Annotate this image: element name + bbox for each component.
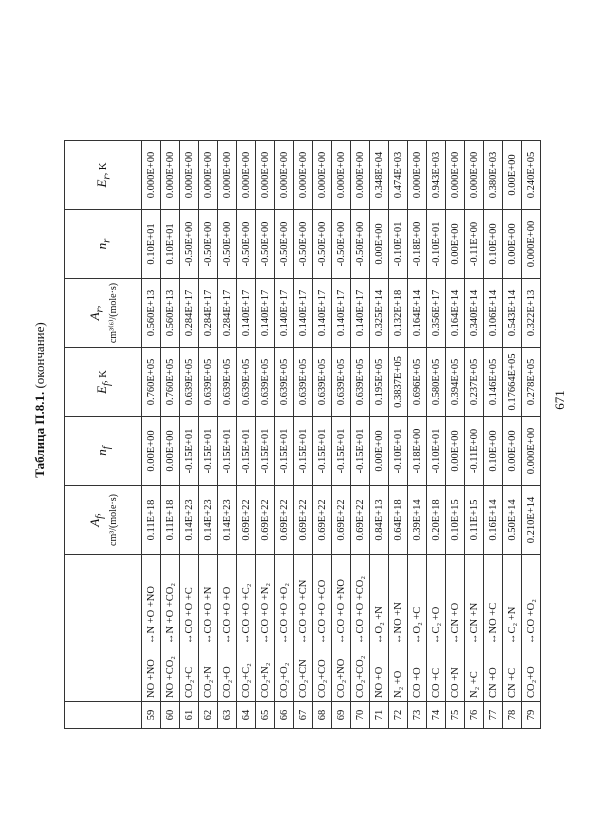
table-row: [313, 141, 332, 729]
reactants: N₂ +C: [468, 671, 480, 698]
reaction-equation: [465, 555, 484, 702]
cell-e-f: 0.696E+05: [408, 348, 427, 417]
cell-n-f: -0.18E+00: [408, 417, 427, 486]
cell-e-r: 0.000E+00: [351, 141, 370, 210]
products: ↔NO +N: [392, 602, 404, 644]
reaction-number: 66: [275, 702, 294, 729]
cell-e-r: 0.000E+00: [161, 141, 180, 210]
reactants: NO +NO: [145, 659, 157, 698]
cell-a-r: 0.132E+18: [389, 279, 408, 348]
cell-a-f: 0.69E+22: [351, 486, 370, 555]
reactants: CO₂+N: [202, 666, 214, 698]
reaction-number: 79: [522, 702, 541, 729]
reaction-equation: [275, 555, 294, 702]
products: ↔CN +O: [449, 602, 461, 644]
table-row: [294, 141, 313, 729]
cell-n-r: 0.00E+00: [503, 210, 522, 279]
cell-a-r: 0.560E+13: [142, 279, 161, 348]
cell-e-f: 0.639E+05: [313, 348, 332, 417]
reactants: CO +N: [449, 667, 461, 698]
cell-n-r: 0.10E+00: [484, 210, 503, 279]
reactants: CO₂+NO: [335, 658, 347, 698]
cell-e-f: 0.639E+05: [256, 348, 275, 417]
cell-a-r: 0.322E+13: [522, 279, 541, 348]
cell-n-f: 0.00E+00: [446, 417, 465, 486]
reactants: CO₂+CO: [316, 659, 328, 698]
reaction-number: 62: [199, 702, 218, 729]
cell-n-r: -0.50E+00: [237, 210, 256, 279]
cell-e-f: 0.639E+05: [351, 348, 370, 417]
cell-e-f: 0.639E+05: [180, 348, 199, 417]
cell-a-f: 0.14E+23: [199, 486, 218, 555]
cell-n-r: -0.18E+00: [408, 210, 427, 279]
cell-e-r: 0.000E+00: [218, 141, 237, 210]
products: ↔CO +O +CN: [297, 579, 309, 644]
header-reaction: [65, 555, 142, 702]
cell-a-f: 0.69E+22: [256, 486, 275, 555]
table-title: Таблица П.8.1.: [32, 391, 47, 478]
table-row: [427, 141, 446, 729]
cell-e-f: 0.760E+05: [161, 348, 180, 417]
cell-n-r: -0.50E+00: [275, 210, 294, 279]
cell-n-f: -0.15E+01: [237, 417, 256, 486]
reaction-equation: [180, 555, 199, 702]
table-row: [332, 141, 351, 729]
reaction-number: 63: [218, 702, 237, 729]
cell-a-r: 0.140E+17: [313, 279, 332, 348]
cell-a-r: 0.325E+14: [370, 279, 389, 348]
products: ↔CO +O +CO₂: [354, 575, 366, 644]
table-row: [522, 141, 541, 729]
table-row: [218, 141, 237, 729]
cell-n-r: 0.000E+00: [522, 210, 541, 279]
cell-a-f: 0.50E+14: [503, 486, 522, 555]
page-number: 671: [552, 390, 567, 410]
table-row: [351, 141, 370, 729]
cell-e-r: 0.000E+00: [313, 141, 332, 210]
cell-a-r: 0.543E+14: [503, 279, 522, 348]
cell-e-f: 0.278E+05: [522, 348, 541, 417]
products: ↔N +O +NO: [145, 586, 157, 644]
cell-a-f: 0.14E+23: [180, 486, 199, 555]
header-row: [65, 141, 142, 729]
cell-a-r: 0.284E+17: [180, 279, 199, 348]
cell-n-f: -0.10E+01: [389, 417, 408, 486]
reaction-number: 72: [389, 702, 408, 729]
cell-n-r: -0.50E+00: [256, 210, 275, 279]
cell-e-f: 0.639E+05: [199, 348, 218, 417]
cell-e-r: 0.000E+00: [180, 141, 199, 210]
table-subtitle: (окончание): [32, 322, 47, 389]
cell-n-r: -0.50E+00: [199, 210, 218, 279]
cell-a-r: 0.560E+13: [161, 279, 180, 348]
cell-e-r: 0.000E+00: [332, 141, 351, 210]
reaction-number: 78: [503, 702, 522, 729]
cell-n-f: -0.15E+01: [332, 417, 351, 486]
header-a-r: $A_r$, cm³⁽⁶⁾/(mole·s): [65, 279, 142, 348]
reaction-number: 67: [294, 702, 313, 729]
reaction-equation: [161, 555, 180, 702]
reaction-equation: [313, 555, 332, 702]
reaction-equation: [503, 555, 522, 702]
reactants: CO₂+O: [525, 666, 537, 698]
reactants: CN +C: [506, 667, 518, 698]
cell-n-f: 0.10E+00: [484, 417, 503, 486]
cell-n-r: -0.50E+00: [351, 210, 370, 279]
cell-e-f: 0.639E+05: [294, 348, 313, 417]
reaction-number: 68: [313, 702, 332, 729]
reaction-table: [64, 140, 541, 729]
products: ↔CO +O +O: [221, 586, 233, 644]
products: ↔CO +O +O₂: [278, 582, 290, 644]
cell-n-r: -0.50E+00: [313, 210, 332, 279]
reactants: NO +CO₂: [164, 656, 176, 698]
cell-a-f: 0.11E+18: [161, 486, 180, 555]
cell-e-r: 0.000E+00: [199, 141, 218, 210]
table-row: [446, 141, 465, 729]
reactants: N₂ +O: [392, 670, 404, 698]
cell-a-f: 0.69E+22: [294, 486, 313, 555]
reaction-equation: [218, 555, 237, 702]
cell-e-f: 0.639E+05: [275, 348, 294, 417]
table-row: [256, 141, 275, 729]
cell-n-f: -0.15E+01: [199, 417, 218, 486]
cell-n-f: -0.11E+00: [465, 417, 484, 486]
cell-e-r: 0.348E+04: [370, 141, 389, 210]
cell-a-r: 0.284E+17: [218, 279, 237, 348]
table-row: [180, 141, 199, 729]
cell-n-r: -0.10E+01: [389, 210, 408, 279]
table-row: [199, 141, 218, 729]
cell-n-f: 0.00E+00: [370, 417, 389, 486]
reaction-equation: [408, 555, 427, 702]
reaction-equation: [389, 555, 408, 702]
reaction-number: 60: [161, 702, 180, 729]
reaction-number: 77: [484, 702, 503, 729]
reaction-equation: [256, 555, 275, 702]
table-row: [503, 141, 522, 729]
cell-e-f: 0.3837E+05: [389, 348, 408, 417]
cell-a-f: 0.69E+22: [237, 486, 256, 555]
cell-a-r: 0.140E+17: [237, 279, 256, 348]
cell-n-f: -0.15E+01: [294, 417, 313, 486]
reactants: CO₂+O: [221, 666, 233, 698]
header-e-f: $E_f$, K: [65, 348, 142, 417]
cell-e-f: 0.639E+05: [237, 348, 256, 417]
cell-e-r: 0.000E+00: [408, 141, 427, 210]
cell-a-r: 0.164E+14: [408, 279, 427, 348]
cell-a-r: 0.140E+17: [275, 279, 294, 348]
cell-a-f: 0.210E+14: [522, 486, 541, 555]
table-caption: [32, 50, 48, 750]
cell-a-f: 0.69E+22: [313, 486, 332, 555]
cell-e-f: 0.580E+05: [427, 348, 446, 417]
reactants: CO +C: [430, 667, 442, 698]
cell-a-r: 0.140E+17: [332, 279, 351, 348]
cell-e-f: 0.760E+05: [142, 348, 161, 417]
table-row: [389, 141, 408, 729]
cell-a-r: 0.340E+14: [465, 279, 484, 348]
cell-e-f: 0.639E+05: [218, 348, 237, 417]
cell-e-r: 0.00E+00: [503, 141, 522, 210]
cell-n-f: 0.00E+00: [503, 417, 522, 486]
reaction-equation: [351, 555, 370, 702]
products: ↔CO +O₂: [525, 599, 537, 644]
reaction-number: 69: [332, 702, 351, 729]
reaction-number: 75: [446, 702, 465, 729]
cell-e-f: 0.17664E+05: [503, 348, 522, 417]
cell-n-f: -0.15E+01: [218, 417, 237, 486]
cell-n-r: 0.10E+01: [161, 210, 180, 279]
products: ↔CO +O +CO: [316, 579, 328, 644]
reaction-equation: [199, 555, 218, 702]
cell-n-r: -0.50E+00: [332, 210, 351, 279]
cell-n-r: -0.50E+00: [218, 210, 237, 279]
cell-n-f: -0.15E+01: [351, 417, 370, 486]
cell-n-f: 0.00E+00: [142, 417, 161, 486]
cell-a-f: 0.64E+18: [389, 486, 408, 555]
cell-a-f: 0.69E+22: [275, 486, 294, 555]
reaction-number: 70: [351, 702, 370, 729]
reaction-equation: [237, 555, 256, 702]
reaction-equation: [522, 555, 541, 702]
cell-a-f: 0.11E+18: [142, 486, 161, 555]
reactants: CO₂+C₂: [240, 663, 252, 698]
reactants: CO₂+CN: [297, 659, 309, 698]
table-row: [408, 141, 427, 729]
products: ↔C₂ +N: [506, 606, 518, 644]
cell-n-r: -0.10E+01: [427, 210, 446, 279]
cell-n-r: 0.00E+00: [370, 210, 389, 279]
table-body: [142, 141, 541, 729]
table-row: [161, 141, 180, 729]
cell-n-f: -0.15E+01: [256, 417, 275, 486]
cell-a-f: 0.39E+14: [408, 486, 427, 555]
cell-a-f: 0.20E+18: [427, 486, 446, 555]
table-row: [275, 141, 294, 729]
cell-n-r: 0.00E+00: [446, 210, 465, 279]
cell-e-f: 0.639E+05: [332, 348, 351, 417]
reaction-number: 73: [408, 702, 427, 729]
cell-n-f: 0.000E+00: [522, 417, 541, 486]
table-row: [142, 141, 161, 729]
cell-e-r: 0.240E+05: [522, 141, 541, 210]
cell-a-f: 0.11E+15: [465, 486, 484, 555]
reaction-equation: [294, 555, 313, 702]
header-e-r: $E_r$, K: [65, 141, 142, 210]
table-row: [237, 141, 256, 729]
cell-a-r: 0.164E+14: [446, 279, 465, 348]
reaction-number: 76: [465, 702, 484, 729]
reaction-number: 64: [237, 702, 256, 729]
cell-a-f: 0.16E+14: [484, 486, 503, 555]
products: ↔NO +C: [487, 602, 499, 644]
cell-a-r: 0.140E+17: [294, 279, 313, 348]
reactants: CO +O: [411, 667, 423, 698]
cell-e-f: 0.394E+05: [446, 348, 465, 417]
cell-n-r: 0.10E+01: [142, 210, 161, 279]
cell-e-r: 0.000E+00: [275, 141, 294, 210]
cell-e-r: 0.000E+00: [446, 141, 465, 210]
products: ↔CO +O +C: [183, 587, 195, 644]
table-row: [465, 141, 484, 729]
cell-n-r: -0.50E+00: [180, 210, 199, 279]
table-row: [370, 141, 389, 729]
cell-n-r: -0.50E+00: [294, 210, 313, 279]
cell-a-f: 0.10E+15: [446, 486, 465, 555]
products: ↔CN +N: [468, 602, 480, 644]
reactants: CO₂+O₂: [278, 662, 290, 698]
cell-a-f: 0.69E+22: [332, 486, 351, 555]
reaction-equation: [427, 555, 446, 702]
reaction-number: 61: [180, 702, 199, 729]
reaction-number: 65: [256, 702, 275, 729]
cell-e-f: 0.237E+05: [465, 348, 484, 417]
table-row: [484, 141, 503, 729]
cell-a-f: 0.14E+23: [218, 486, 237, 555]
products: ↔N +O +CO₂: [164, 582, 176, 644]
cell-n-f: 0.00E+00: [161, 417, 180, 486]
reaction-number: 74: [427, 702, 446, 729]
reaction-equation: [142, 555, 161, 702]
reaction-equation: [446, 555, 465, 702]
cell-e-r: 0.943E+03: [427, 141, 446, 210]
products: ↔CO +O +N₂: [259, 582, 271, 644]
cell-n-f: -0.15E+01: [180, 417, 199, 486]
cell-a-r: 0.356E+17: [427, 279, 446, 348]
reactants: NO +O: [373, 666, 385, 698]
reaction-equation: [484, 555, 503, 702]
cell-e-r: 0.000E+00: [465, 141, 484, 210]
products: ↔C₂ +O: [430, 606, 442, 644]
cell-a-r: 0.284E+17: [199, 279, 218, 348]
rotated-page: [20, 50, 580, 750]
reactants: CO₂+CO₂: [354, 655, 366, 698]
reactants: CO₂+N₂: [259, 662, 271, 698]
cell-e-r: 0.000E+00: [256, 141, 275, 210]
cell-n-r: -0.11E+00: [465, 210, 484, 279]
reaction-equation: [332, 555, 351, 702]
cell-a-r: 0.140E+17: [351, 279, 370, 348]
header-n-f: $n_f$: [65, 417, 142, 486]
cell-n-f: -0.10E+01: [427, 417, 446, 486]
cell-e-f: 0.195E+05: [370, 348, 389, 417]
cell-e-r: 0.380E+03: [484, 141, 503, 210]
header-n-r: $n_r$: [65, 210, 142, 279]
cell-a-r: 0.140E+17: [256, 279, 275, 348]
cell-e-r: 0.000E+00: [142, 141, 161, 210]
cell-e-r: 0.000E+00: [294, 141, 313, 210]
products: ↔O₂ +C: [411, 606, 423, 644]
reaction-number: 59: [142, 702, 161, 729]
cell-a-f: 0.84E+13: [370, 486, 389, 555]
cell-a-r: 0.106E+14: [484, 279, 503, 348]
reaction-number: 71: [370, 702, 389, 729]
products: ↔CO +O +NO: [335, 579, 347, 644]
products: ↔CO +O +C₂: [240, 583, 252, 644]
cell-e-f: 0.146E+05: [484, 348, 503, 417]
products: ↔CO +O +N: [202, 586, 214, 644]
header-number: [65, 702, 142, 729]
reaction-equation: [370, 555, 389, 702]
cell-e-r: 0.474E+03: [389, 141, 408, 210]
cell-n-f: -0.15E+01: [275, 417, 294, 486]
cell-n-f: -0.15E+01: [313, 417, 332, 486]
cell-e-r: 0.000E+00: [237, 141, 256, 210]
products: ↔O₂ +N: [373, 606, 385, 644]
reactants: CO₂+C: [183, 666, 195, 698]
reactants: CN +O: [487, 667, 499, 698]
header-a-f: $A_f$, cm³/(mole·s): [65, 486, 142, 555]
